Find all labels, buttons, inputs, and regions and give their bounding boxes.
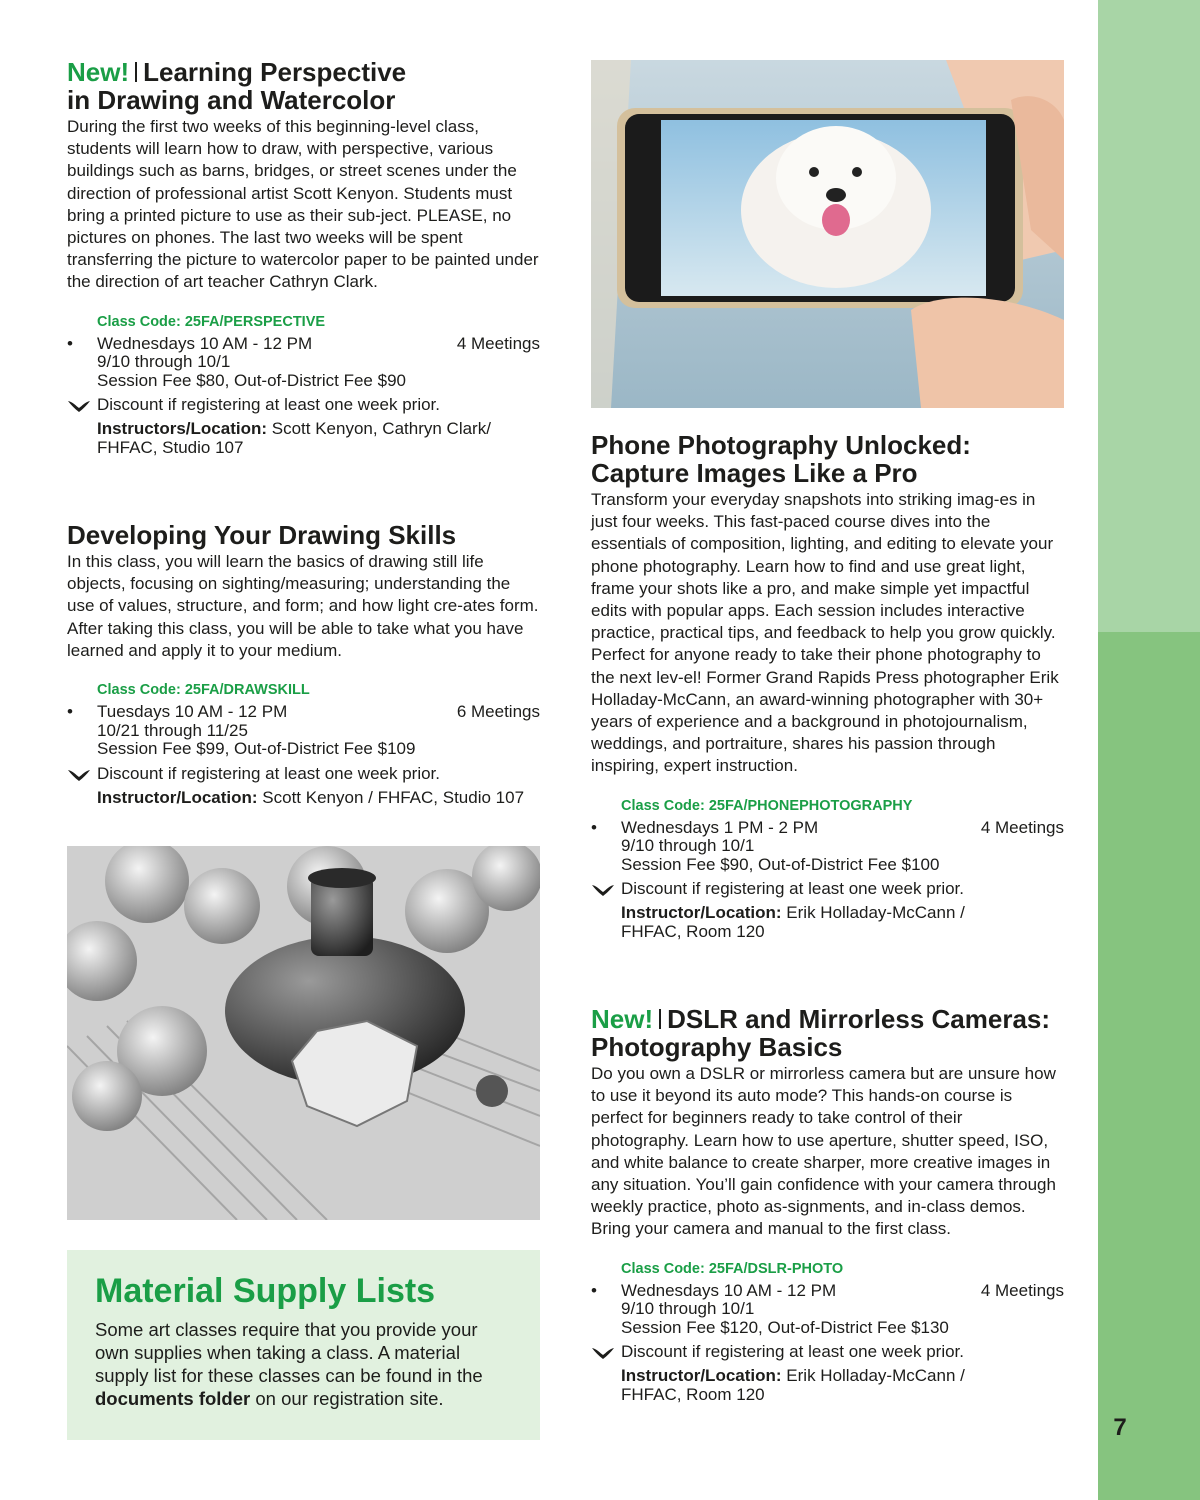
supply-text: Some art classes require that you provide your own supplies when taking a class. A material supply list for these classes can be found in the documents folder on our registration site. [95, 1319, 483, 1409]
still-life-drawing-image [67, 846, 540, 1220]
date-range: 9/10 through 10/1 [621, 836, 755, 856]
course-title: Phone Photography Unlocked: Capture Images Like a Pro [591, 430, 971, 488]
supply-title: Material Supply Lists [95, 1272, 436, 1310]
course-phone-photography [591, 431, 1064, 941]
date-range: 9/10 through 10/1 [621, 1299, 755, 1319]
material-supply-box [67, 1250, 540, 1440]
meeting-count: 4 Meetings [980, 817, 1064, 837]
fees: Session Fee $120, Out-of-District Fee $130 [621, 1317, 949, 1337]
discount-note: Discount if registering at least one week prior. [67, 395, 540, 415]
bird-icon [67, 399, 91, 413]
course-description: During the first two weeks of this beginning-level class, students will learn how to draw, with perspective, various buildings such as barns, bridges, or street scenes under the direction of professional artist Scott Kenyon. Students must bring a printed picture to use as their sub-ject. PLEASE, no pictures on phones. The last two weeks will be spent transferring the picture to watercolor paper to be painted under the direction of art teacher Cathryn Clark. [67, 117, 539, 292]
course-dslr [591, 1005, 1064, 1404]
meeting-info: • Wednesdays 1 PM - 2 PM 4 Meetings 9/10 through 10/1 Session Fee $90, Out-of-District Fee $100 [591, 817, 1064, 874]
course-description: In this class, you will learn the basics of drawing still life objects, focusing on sighting/measuring; understanding the use of values, structure, and form; and how light cre-ates form. After taking this class, you will be able to take what you have learned and apply it to your medium. [67, 552, 539, 660]
fees: Session Fee $90, Out-of-District Fee $100 [621, 854, 940, 874]
discount-note: Discount if registering at least one week prior. [67, 764, 540, 784]
bird-icon [591, 883, 615, 897]
bullet-icon: • [67, 333, 73, 353]
instructor-location: Instructors/Location: Scott Kenyon, Cathryn Clark/ FHFAC, Studio 107 [97, 419, 491, 457]
course-title: Developing Your Drawing Skills [67, 520, 457, 550]
title-separator [135, 62, 137, 82]
class-code: Class Code: 25FA/PERSPECTIVE [97, 313, 326, 330]
new-label: New! [67, 57, 130, 87]
bullet-icon: • [591, 817, 597, 837]
title-separator [659, 1009, 661, 1029]
course-description: Do you own a DSLR or mirrorless camera but are unsure how to use it beyond its auto mode? This hands-on course is perfect for beginners ready to take control of their photography. Learn how to use aperture, shutter speed, ISO, and white balance to create sharper, more creative images in any situation. You’ll gain confidence with your camera through weekly practice, photo as-signments, and in-class demos. Bring your camera and manual to the first class. [591, 1064, 1056, 1239]
page-number: 7 [1113, 1414, 1127, 1441]
instructor-location: Instructor/Location: Erik Holladay-McCann / FHFAC, Room 120 [621, 1366, 965, 1404]
meeting-info: • Wednesdays 10 AM - 12 PM 4 Meetings 9/10 through 10/1 Session Fee $80, Out-of-District Fee $90 [67, 333, 540, 390]
meeting-count: 4 Meetings [980, 1280, 1064, 1300]
class-code: Class Code: 25FA/PHONEPHOTOGRAPHY [621, 797, 913, 814]
discount-note: Discount if registering at least one week prior. [591, 1342, 1064, 1362]
class-code: Class Code: 25FA/DSLR-PHOTO [621, 1260, 844, 1277]
meeting-info: • Tuesdays 10 AM - 12 PM 6 Meetings 10/21 through 11/25 Session Fee $99, Out-of-District Fee $109 [67, 702, 540, 759]
meeting-count: 4 Meetings [456, 333, 540, 353]
discount-note: Discount if registering at least one week prior. [591, 879, 1064, 899]
course-description: Transform your everyday snapshots into striking imag-es in just four weeks. This fast-paced course dives into the essentials of composition, lighting, and editing to elevate your phone photography. Learn how to find and use great light, frame your shots like a pro, and make simple yet impactful edits with popular apps. Each session includes interactive practice, practical tips, and feedback to help you grow quickly. Perfect for anyone ready to take their phone photography to the next lev-el! Former Grand Rapids Press photographer Erik Holladay-McCann, an award-winning photographer with 30+ years of experience and a background in photojournalism, weddings, and portraiture, shares his passion through inspiring, expert instruction. [591, 490, 1059, 776]
bullet-icon: • [591, 1280, 597, 1300]
bird-icon [67, 768, 91, 782]
instructor-location: Instructor/Location: Scott Kenyon / FHFAC, Studio 107 [97, 787, 525, 807]
meeting-count: 6 Meetings [456, 702, 540, 722]
course-title: New! DSLR and Mirrorless Cameras: Photography Basics [591, 1004, 1051, 1062]
date-range: 9/10 through 10/1 [97, 352, 231, 372]
sidebar-band-dark [1098, 632, 1200, 1500]
date-range: 10/21 through 11/25 [97, 720, 248, 740]
sidebar-band-light [1098, 0, 1200, 632]
fees: Session Fee $99, Out-of-District Fee $109 [97, 739, 416, 759]
bird-icon [591, 1346, 615, 1360]
fees: Session Fee $80, Out-of-District Fee $90 [97, 370, 406, 390]
documents-folder-link[interactable]: documents folder [95, 1388, 251, 1409]
phone-photo-image [591, 60, 1064, 408]
meeting-info: • Wednesdays 10 AM - 12 PM 4 Meetings 9/10 through 10/1 Session Fee $120, Out-of-District Fee $130 [591, 1280, 1064, 1337]
bullet-icon: • [67, 702, 73, 722]
new-label: New! [591, 1004, 654, 1034]
class-code: Class Code: 25FA/DRAWSKILL [97, 682, 310, 699]
instructor-location: Instructor/Location: Erik Holladay-McCann / FHFAC, Room 120 [621, 903, 965, 941]
course-drawing-skills [67, 521, 540, 807]
course-perspective [67, 58, 540, 457]
course-title: New! Learning Perspective in Drawing and Watercolor [67, 57, 407, 115]
